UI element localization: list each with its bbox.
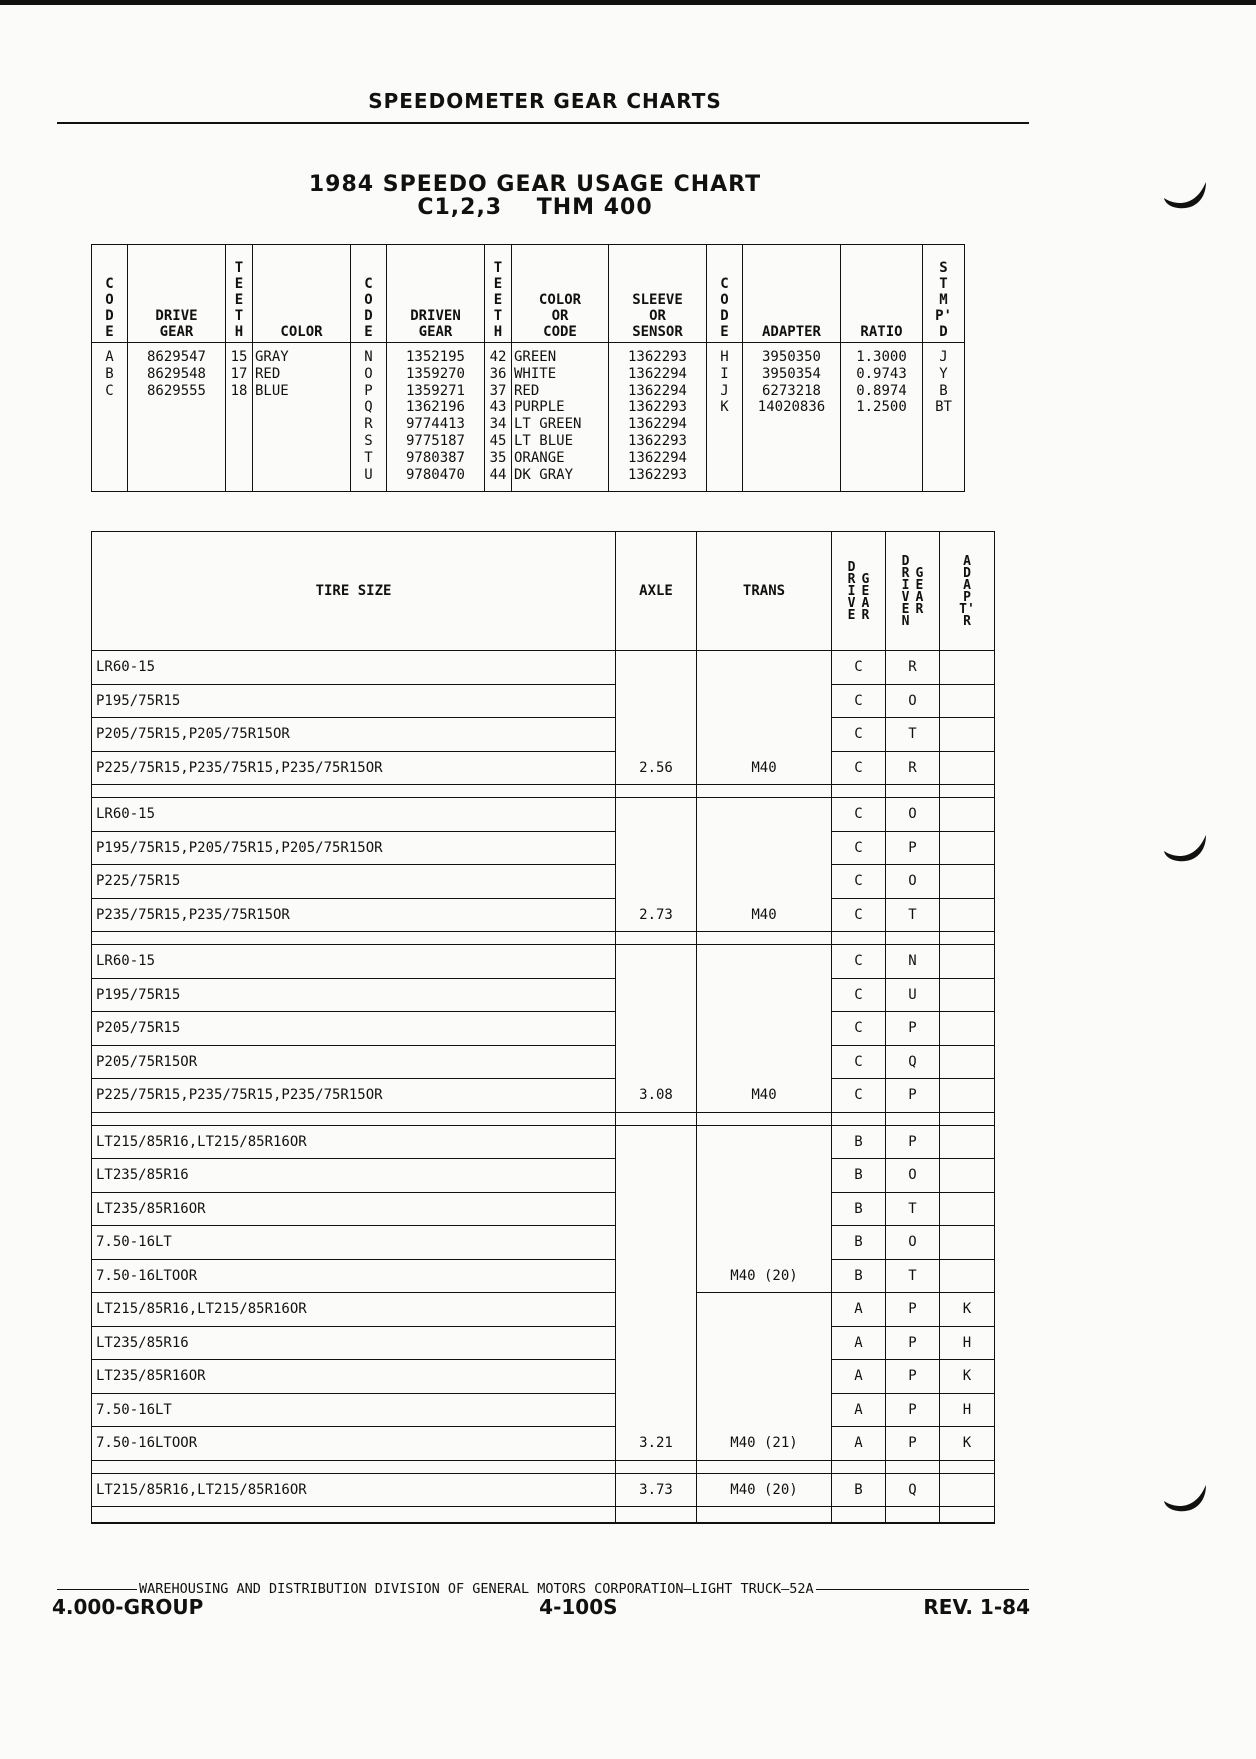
- trans-cell: [697, 1226, 832, 1260]
- trans-cell: M40: [697, 898, 832, 932]
- tire-size-cell: P225/75R15,P235/75R15,P235/75R15OR: [92, 1079, 616, 1113]
- drive-gear-cell: A: [832, 1427, 886, 1461]
- table-row: [92, 718, 995, 752]
- trans-cell: [697, 831, 832, 865]
- separator-cell: [886, 1460, 940, 1473]
- adapter-cell: [940, 865, 995, 899]
- driven-gear-cell: O: [886, 1159, 940, 1193]
- separator-cell: [697, 1112, 832, 1125]
- footer-division: WAREHOUSING AND DISTRIBUTION DIVISION OF GENERAL MOTORS CORPORATION—LIGHT TRUCK—52A: [139, 1581, 814, 1597]
- adapter-cell: [940, 1125, 995, 1159]
- adapter-cell: [940, 1159, 995, 1193]
- adapter-cell: [940, 1473, 995, 1507]
- table-row: [92, 945, 995, 979]
- tire-size-cell: 7.50-16LT: [92, 1226, 616, 1260]
- driven-gear-cell: P: [886, 1079, 940, 1113]
- trans-cell: M40 (20): [697, 1259, 832, 1293]
- driven-gear-cell: P: [886, 1012, 940, 1046]
- tire-size-cell: P225/75R15: [92, 865, 616, 899]
- trans-cell: [697, 1360, 832, 1394]
- driven-gear-cell: T: [886, 898, 940, 932]
- axle-cell: [616, 684, 697, 718]
- drive-gear-cell: C: [832, 831, 886, 865]
- trans-cell: [697, 978, 832, 1012]
- tire-size-cell: P205/75R15OR: [92, 1045, 616, 1079]
- header-drive-gear: DRIVE GEAR: [128, 245, 226, 343]
- trans-cell: [697, 651, 832, 685]
- binder-hole-mark-2: [1162, 833, 1208, 863]
- trans-cell: [697, 1293, 832, 1327]
- trans-cell: [697, 1326, 832, 1360]
- table-row: [92, 751, 995, 785]
- trans-cell: [697, 945, 832, 979]
- header-driven-teeth: T E E T H: [485, 245, 512, 343]
- trans-cell: M40 (21): [697, 1427, 832, 1461]
- drive-gear-cell: C: [832, 1012, 886, 1046]
- axle-cell: [616, 1192, 697, 1226]
- table-row: [92, 1473, 995, 1507]
- driven-gear-cell: P: [886, 1360, 940, 1394]
- trans-cell: [697, 798, 832, 832]
- drive-gear-cell: C: [832, 1045, 886, 1079]
- driven-gear-cell: Q: [886, 1473, 940, 1507]
- driven-gear-cell: N: [886, 945, 940, 979]
- header-driven-gear: DRIVEN GEAR: [387, 245, 485, 343]
- separator-cell: [92, 932, 616, 945]
- drive-gear-cell: B: [832, 1473, 886, 1507]
- footer-group: 4.000-GROUP: [52, 1595, 204, 1619]
- footer: [52, 1595, 1030, 1619]
- separator-cell: [940, 1507, 995, 1524]
- driven-codes: N O P Q R S T U: [351, 343, 387, 492]
- tire-size-cell: P205/75R15: [92, 1012, 616, 1046]
- driven-gear-cell: R: [886, 751, 940, 785]
- sleeve-numbers: 1362293 1362294 1362294 1362293 1362294 1362293 1362294 1362293: [609, 343, 707, 492]
- separator-cell: [616, 1112, 697, 1125]
- drive-gear-cell: B: [832, 1125, 886, 1159]
- adapter-cell: H: [940, 1326, 995, 1360]
- separator-cell: [697, 932, 832, 945]
- axle-cell: [616, 945, 697, 979]
- adapter-cell: [940, 1192, 995, 1226]
- separator-cell: [886, 932, 940, 945]
- driven-gear-cell: P: [886, 1326, 940, 1360]
- adapter-cell: [940, 831, 995, 865]
- axle-cell: [616, 1393, 697, 1427]
- drive-gear-cell: B: [832, 1192, 886, 1226]
- driven-gear-numbers: 1352195 1359270 1359271 1362196 9774413 9775187 9780387 9780470: [387, 343, 485, 492]
- header-adapter-code: C O D E: [707, 245, 743, 343]
- adapter-cell: H: [940, 1393, 995, 1427]
- drive-gear-cell: C: [832, 684, 886, 718]
- header-ratio: RATIO: [841, 245, 923, 343]
- separator-cell: [940, 1460, 995, 1473]
- adapter-codes: H I J K: [707, 343, 743, 492]
- axle-cell: [616, 798, 697, 832]
- axle-cell: 3.08: [616, 1079, 697, 1113]
- trans-cell: [697, 1125, 832, 1159]
- tire-size-cell: P195/75R15: [92, 684, 616, 718]
- stamped-marks: J Y B BT: [923, 343, 965, 492]
- driven-gear-cell: P: [886, 1393, 940, 1427]
- tire-size-cell: P225/75R15,P235/75R15,P235/75R15OR: [92, 751, 616, 785]
- table-row: [92, 1012, 995, 1046]
- table-row: [92, 978, 995, 1012]
- adapter-cell: K: [940, 1427, 995, 1461]
- group-separator: [92, 1460, 995, 1473]
- driven-gear-cell: T: [886, 718, 940, 752]
- header-driven-code: C O D E: [351, 245, 387, 343]
- separator-cell: [832, 1507, 886, 1524]
- separator-cell: [92, 1460, 616, 1473]
- adapter-cell: [940, 1079, 995, 1113]
- separator-cell: [886, 1507, 940, 1524]
- separator-cell: [616, 1460, 697, 1473]
- axle-cell: [616, 1012, 697, 1046]
- drive-codes: A B C: [92, 343, 128, 492]
- separator-cell: [832, 1460, 886, 1473]
- adapter-cell: [940, 751, 995, 785]
- trans-cell: [697, 1012, 832, 1046]
- header-drive-code: C O D E: [92, 245, 128, 343]
- header-axle: AXLE: [616, 532, 697, 651]
- table-row: [92, 1326, 995, 1360]
- group-separator: [92, 785, 995, 798]
- tire-size-cell: P195/75R15,P205/75R15,P205/75R15OR: [92, 831, 616, 865]
- axle-cell: [616, 831, 697, 865]
- axle-cell: [616, 865, 697, 899]
- tire-size-cell: LT235/85R16: [92, 1159, 616, 1193]
- drive-gear-cell: C: [832, 798, 886, 832]
- header-drive-gear-vertical: D R I V E G E A R: [832, 532, 886, 651]
- drive-gear-cell: A: [832, 1360, 886, 1394]
- axle-cell: [616, 1226, 697, 1260]
- trans-cell: [697, 718, 832, 752]
- driven-gear-cell: O: [886, 865, 940, 899]
- separator-cell: [697, 785, 832, 798]
- separator-cell: [886, 785, 940, 798]
- ratios: 1.3000 0.9743 0.8974 1.2500: [841, 343, 923, 492]
- axle-cell: [616, 718, 697, 752]
- drive-gear-cell: C: [832, 978, 886, 1012]
- adapter-cell: [940, 898, 995, 932]
- axle-cell: [616, 1259, 697, 1293]
- table-row: [92, 898, 995, 932]
- driven-gear-cell: P: [886, 831, 940, 865]
- binder-hole-mark-3: [1162, 1483, 1208, 1513]
- driven-gear-cell: R: [886, 651, 940, 685]
- table-row: [92, 1393, 995, 1427]
- tire-size-cell: LT215/85R16,LT215/85R16OR: [92, 1473, 616, 1507]
- separator-cell: [940, 785, 995, 798]
- table-row: [92, 1259, 995, 1293]
- drive-gear-cell: C: [832, 898, 886, 932]
- drive-gear-cell: C: [832, 718, 886, 752]
- adapter-cell: [940, 978, 995, 1012]
- driven-gear-cell: U: [886, 978, 940, 1012]
- trans-cell: [697, 1393, 832, 1427]
- separator-cell: [616, 785, 697, 798]
- table-row: [92, 831, 995, 865]
- axle-cell: 3.21: [616, 1427, 697, 1461]
- table-row: [92, 684, 995, 718]
- adapter-cell: [940, 945, 995, 979]
- separator-cell: [92, 785, 616, 798]
- axle-cell: [616, 1045, 697, 1079]
- footer-revision: REV. 1-84: [923, 1595, 1030, 1619]
- group-separator: [92, 1112, 995, 1125]
- adapter-cell: [940, 1226, 995, 1260]
- header-adapter-vertical: A D A P T' R: [940, 532, 995, 651]
- drive-gear-cell: C: [832, 1079, 886, 1113]
- table-row: [92, 1045, 995, 1079]
- tire-size-cell: 7.50-16LTOOR: [92, 1259, 616, 1293]
- tire-size-cell: LT235/85R16: [92, 1326, 616, 1360]
- separator-cell: [886, 1112, 940, 1125]
- binder-hole-mark-1: [1162, 180, 1208, 210]
- separator-cell: [832, 785, 886, 798]
- trans-cell: [697, 1192, 832, 1226]
- driven-gear-cell: T: [886, 1192, 940, 1226]
- drive-gear-cell: A: [832, 1293, 886, 1327]
- axle-cell: 2.73: [616, 898, 697, 932]
- header-adapter: ADAPTER: [743, 245, 841, 343]
- axle-cell: [616, 1360, 697, 1394]
- tire-size-cell: LR60-15: [92, 945, 616, 979]
- driven-gear-cell: P: [886, 1427, 940, 1461]
- separator-cell: [940, 1112, 995, 1125]
- separator-cell: [92, 1112, 616, 1125]
- header-driven-gear-vertical: D R I V E N G E A R: [886, 532, 940, 651]
- trans-cell: [697, 684, 832, 718]
- drive-gear-numbers: 8629547 8629548 8629555: [128, 343, 226, 492]
- adapter-cell: [940, 684, 995, 718]
- drive-gear-cell: B: [832, 1226, 886, 1260]
- axle-cell: 3.73: [616, 1473, 697, 1507]
- trans-cell: M40 (20): [697, 1473, 832, 1507]
- tire-size-cell: 7.50-16LT: [92, 1393, 616, 1427]
- drive-colors: GRAY RED BLUE: [253, 343, 351, 492]
- chart-title-line1: 1984 SPEEDO GEAR USAGE CHART: [308, 172, 762, 197]
- separator-cell: [697, 1507, 832, 1524]
- separator-cell: [697, 1460, 832, 1473]
- adapter-cell: K: [940, 1293, 995, 1327]
- drive-teeth: 15 17 18: [226, 343, 253, 492]
- separator-cell: [832, 932, 886, 945]
- header-drive-color: COLOR: [253, 245, 351, 343]
- adapter-cell: [940, 718, 995, 752]
- driven-gear-cell: P: [886, 1125, 940, 1159]
- tire-size-cell: P235/75R15,P235/75R15OR: [92, 898, 616, 932]
- axle-cell: [616, 1125, 697, 1159]
- table-row: [92, 1192, 995, 1226]
- header-stamped: S T M P' D: [923, 245, 965, 343]
- axle-cell: [616, 1159, 697, 1193]
- tire-size-cell: 7.50-16LTOOR: [92, 1427, 616, 1461]
- gear-specs-table: [91, 244, 965, 492]
- driven-gear-cell: Q: [886, 1045, 940, 1079]
- tire-size-cell: P205/75R15,P205/75R15OR: [92, 718, 616, 752]
- header-trans: TRANS: [697, 532, 832, 651]
- adapter-cell: [940, 798, 995, 832]
- adapter-cell: [940, 1012, 995, 1046]
- driven-gear-cell: O: [886, 684, 940, 718]
- trans-cell: M40: [697, 1079, 832, 1113]
- separator-cell: [616, 932, 697, 945]
- trans-cell: [697, 1159, 832, 1193]
- separator-cell: [92, 1507, 616, 1524]
- top-border: [0, 0, 1256, 5]
- group-separator: [92, 932, 995, 945]
- header-sleeve-or-sensor: SLEEVE OR SENSOR: [609, 245, 707, 343]
- header-tire-size: TIRE SIZE: [92, 532, 616, 651]
- tire-size-cell: LR60-15: [92, 798, 616, 832]
- tire-size-cell: LT215/85R16,LT215/85R16OR: [92, 1293, 616, 1327]
- drive-gear-cell: B: [832, 1159, 886, 1193]
- drive-gear-cell: C: [832, 945, 886, 979]
- separator-cell: [940, 932, 995, 945]
- table-row: [92, 1125, 995, 1159]
- drive-gear-cell: A: [832, 1393, 886, 1427]
- axle-cell: [616, 1326, 697, 1360]
- drive-gear-cell: A: [832, 1326, 886, 1360]
- header-color-or-code: COLOR OR CODE: [512, 245, 609, 343]
- tire-size-cell: LT235/85R16OR: [92, 1360, 616, 1394]
- chart-title: [200, 173, 870, 219]
- drive-gear-cell: B: [832, 1259, 886, 1293]
- table-row: [92, 1159, 995, 1193]
- trans-cell: M40: [697, 751, 832, 785]
- table-row: [92, 1226, 995, 1260]
- adapter-cell: [940, 1259, 995, 1293]
- tire-size-cell: LT235/85R16OR: [92, 1192, 616, 1226]
- adapter-cell: [940, 1045, 995, 1079]
- page-header-title: SPEEDOMETER GEAR CHARTS: [368, 89, 722, 113]
- chart-title-line2: C1,2,3 THM 400: [417, 195, 653, 220]
- drive-gear-cell: C: [832, 751, 886, 785]
- drive-gear-cell: C: [832, 865, 886, 899]
- trans-cell: [697, 865, 832, 899]
- axle-cell: [616, 1293, 697, 1327]
- table-row: [92, 1293, 995, 1327]
- tire-size-cell: P195/75R15: [92, 978, 616, 1012]
- driven-gear-cell: P: [886, 1293, 940, 1327]
- axle-cell: [616, 978, 697, 1012]
- table-row: [92, 798, 995, 832]
- tire-size-cell: LR60-15: [92, 651, 616, 685]
- axle-cell: 2.56: [616, 751, 697, 785]
- tire-size-cell: LT215/85R16,LT215/85R16OR: [92, 1125, 616, 1159]
- table-row: [92, 1079, 995, 1113]
- group-separator: [92, 1507, 995, 1524]
- driven-colors: GREEN WHITE RED PURPLE LT GREEN LT BLUE ORANGE DK GRAY: [512, 343, 609, 492]
- table-row: [92, 865, 995, 899]
- driven-gear-cell: O: [886, 798, 940, 832]
- driven-gear-cell: T: [886, 1259, 940, 1293]
- header-rule: [57, 122, 1029, 124]
- axle-cell: [616, 651, 697, 685]
- header-drive-teeth: T E E T H: [226, 245, 253, 343]
- table-row: [92, 1360, 995, 1394]
- separator-cell: [616, 1507, 697, 1524]
- footer-page-number: 4-100S: [539, 1595, 618, 1619]
- adapter-cell: K: [940, 1360, 995, 1394]
- table-row: [92, 651, 995, 685]
- tire-usage-table: [91, 531, 995, 1524]
- driven-gear-cell: O: [886, 1226, 940, 1260]
- adapter-cell: [940, 651, 995, 685]
- drive-gear-cell: C: [832, 651, 886, 685]
- trans-cell: [697, 1045, 832, 1079]
- table-row: [92, 1427, 995, 1461]
- driven-teeth: 42 36 37 43 34 45 35 44: [485, 343, 512, 492]
- adapter-numbers: 3950350 3950354 6273218 14020836: [743, 343, 841, 492]
- separator-cell: [832, 1112, 886, 1125]
